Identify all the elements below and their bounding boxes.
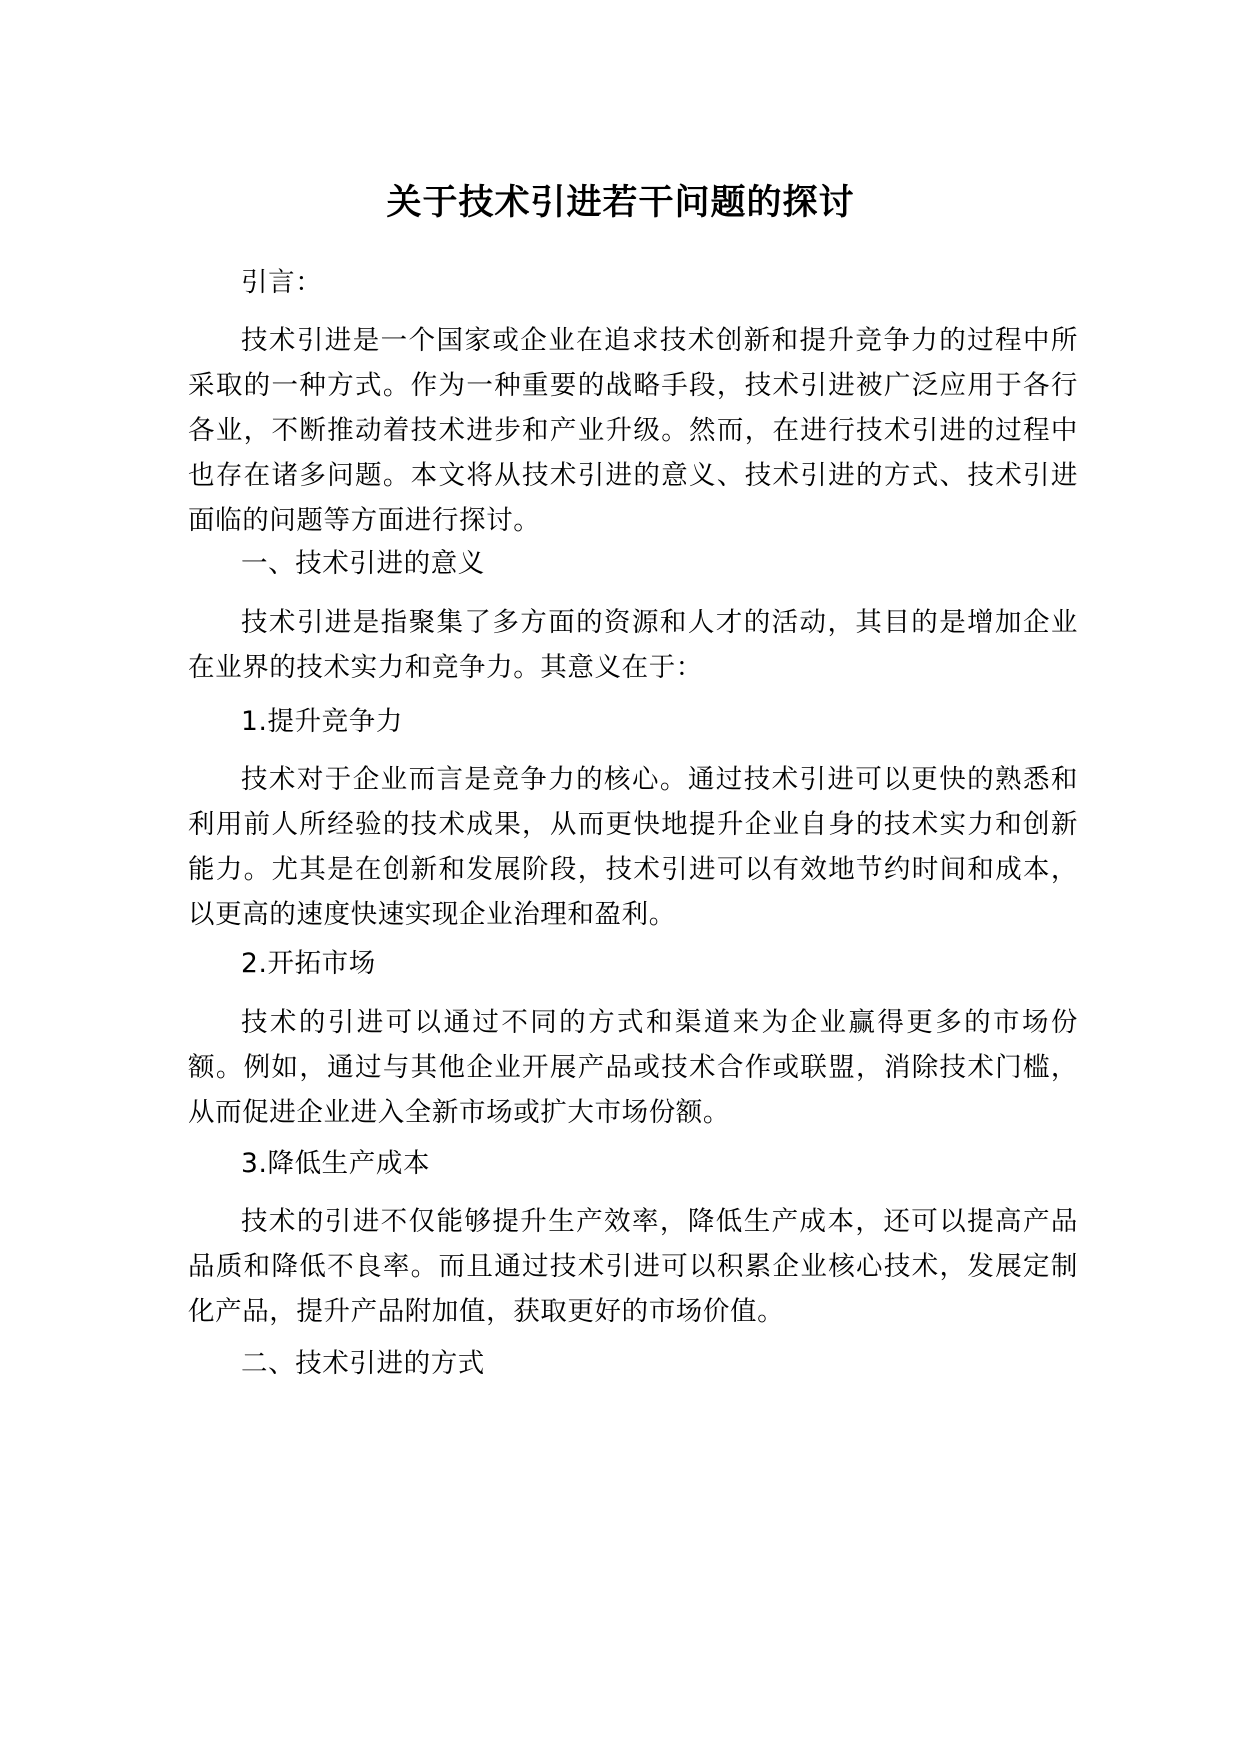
section1-heading: 一、技术引进的意义: [241, 548, 485, 579]
point2-paragraph: 技术的引进可以通过不同的方式和渠道来为企业赢得更多的市场份额。例如，通过与其他企业开展产品或技术合作或联盟，消除技术门槛，从而促进企业进入全新市场或扩大市场份额。: [188, 1007, 1078, 1128]
point1-paragraph: 技术对于企业而言是竞争力的核心。通过技术引进可以更快的熟悉和利用前人所经验的技术成果，从而更快地提升企业自身的技术实力和创新能力。尤其是在创新和发展阶段，技术引进可以有效地节约时间和成本，以更高的速度快速实现企业治理和盈利。: [188, 764, 1078, 930]
point1-heading: 1.提升竞争力: [241, 706, 403, 737]
point3-heading: 3.降低生产成本: [241, 1148, 431, 1179]
section2-heading: 二、技术引进的方式: [241, 1348, 485, 1379]
intro-heading: 引言：: [241, 267, 323, 298]
section1-paragraph: 技术引进是指聚集了多方面的资源和人才的活动，其目的是增加企业在业界的技术实力和竞争力。其意义在于：: [188, 607, 1078, 683]
point3-paragraph: 技术的引进不仅能够提升生产效率，降低生产成本，还可以提高产品品质和降低不良率。而且通过技术引进可以积累企业核心技术，发展定制化产品，提升产品附加值，获取更好的市场价值。: [188, 1206, 1078, 1327]
document-title: 关于技术引进若干问题的探讨: [386, 183, 855, 223]
intro-paragraph: 技术引进是一个国家或企业在追求技术创新和提升竞争力的过程中所采取的一种方式。作为一种重要的战略手段，技术引进被广泛应用于各行各业，不断推动着技术进步和产业升级。然而，在进行技术引进的过程中也存在诸多问题。本文将从技术引进的意义、技术引进的方式、技术引进面临的问题等方面进行探讨。: [188, 325, 1078, 536]
point2-heading: 2.开拓市场: [241, 948, 376, 979]
